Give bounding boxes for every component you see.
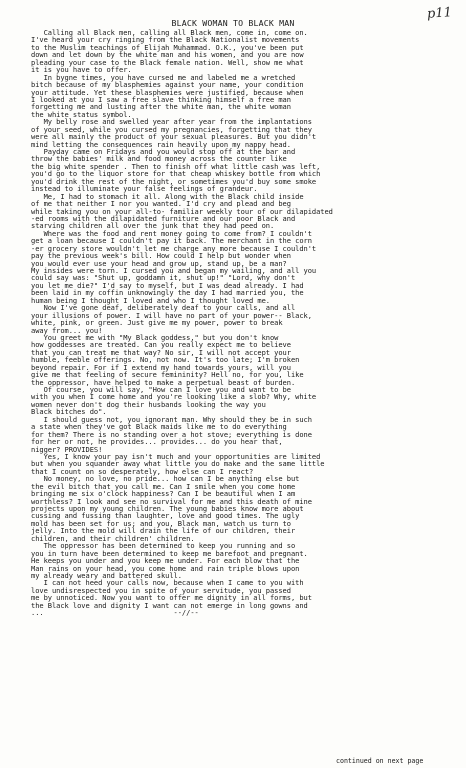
text-line: could say was: "Shut up, goddamn it, shut up!" "Lord, why don't — [31, 273, 296, 283]
text-line: projects upon my young children. The young babies know more about — [31, 504, 304, 513]
text-line: the Black love and dignity I want can not emerge in long gowns and — [31, 600, 308, 610]
text-line: Where was the food and rent money going to come from? I couldn't — [31, 228, 312, 238]
text-line: The oppressor has been determined to keep you running and so — [31, 541, 296, 551]
text-line: Payday came on Fridays and you would stop off at the bar and — [31, 147, 296, 156]
text-line: for her or not, he provides... provides... do you hear that, — [31, 437, 283, 447]
text-line: children, and their children' children. — [31, 533, 195, 543]
text-line: for them? There is no standing over a hot stove; everything is done — [31, 429, 312, 439]
text-line: Me, I had to stomach it all. Along with the Black child inside — [31, 191, 304, 201]
text-line: No money, no love, no pride... how can I be anything else but — [31, 474, 300, 484]
text-line: down and let down by the white man and his women, and you are now — [31, 50, 304, 60]
text-line: bitch because of my blasphemies against your name, your condition — [31, 80, 304, 90]
text-line: human being I thought I loved and who I thought loved me. — [31, 295, 270, 305]
text-line: that you can treat me that way? No sir, I will not accept your — [31, 347, 291, 357]
text-line: my already weary and battered skull. — [31, 570, 182, 580]
text-line: My insides were torn. I cursed you and began my wailing, and all you — [31, 266, 317, 275]
text-line: with you when I come home and you're looking like a slob? Why, white — [31, 392, 317, 402]
text-line: give me that feeling of secure femininity? Hell no, for you, like — [31, 370, 304, 380]
page-number: p11 — [426, 5, 453, 22]
text-line: pay the previous week's bill. How could I help but wonder when — [31, 251, 291, 261]
text-line: were all mainly the product of your sexual pleasures. But you didn't — [31, 132, 317, 142]
text-line: forgetting me and lusting after the white man, the white woman — [31, 102, 291, 112]
text-line: me by unnoticed. Now you want to offer me dignity in all forms, but — [31, 593, 312, 603]
text-line: He keeps you under and you keep me under. For each blow that the — [31, 556, 300, 566]
text-line: My belly rose and swelled year after year from the implantations — [31, 117, 312, 127]
text-line: instead to illuminate your false feelings of grandeur. — [31, 184, 258, 194]
text-line: the white status symbol. — [31, 109, 132, 119]
text-line: -er grocery store wouldn't let me charge any more because I couldn't — [31, 243, 317, 253]
text-line: ... --//-- — [31, 608, 199, 618]
text-line: mold has been set for us; and you, Black man, watch us turn to — [31, 518, 291, 528]
text-line: it is you have to offer. — [31, 65, 132, 75]
document-title: BLACK WOMAN TO BLACK MAN — [171, 18, 295, 28]
text-line: nigger? PROVIDES! — [31, 444, 103, 454]
text-line: to the Muslim teachings of Elijah Muhammad. O.K., you've been put — [31, 42, 304, 52]
text-line: -ed rooms with the dilapidated furniture and our poor Black and — [31, 213, 296, 223]
text-line: Yes, I know your pay isn't much and your opportunities are limited — [31, 451, 321, 461]
text-line: you in turn have been determined to keep me barefoot and pregnant. — [31, 548, 308, 558]
document-body — [31, 29, 451, 617]
text-line: Man rains on your head, you come home and rain triple blows upon — [31, 563, 300, 573]
text-line: Of course, you will say, "How can I love you and want to be — [31, 385, 291, 394]
continued-note: continued on next page — [336, 757, 424, 765]
text-line: your illusions of power. I will have no part of your power-- Black, — [31, 310, 312, 320]
text-line: I should guess not, you ignorant man. Why should they be in such — [31, 414, 312, 424]
text-line: of your seed, while you cursed my pregnancies, forgetting that they — [31, 124, 312, 134]
text-line: the oppressor, have helped to make a perpetual beast of burden. — [31, 377, 296, 387]
text-line: worthless? I look and see no survival for me and this death of mine — [31, 496, 312, 506]
text-line: get a loan because I couldn't pay it back. The merchant in the corn — [31, 236, 312, 246]
text-line: you'd go to the liquor store for that cheap whiskey bottle from which — [31, 169, 321, 179]
text-line: mind letting the consequences rain heavily upon my nappy head. — [31, 139, 291, 149]
text-line: bringing me six o'clock happiness? Can I be beautiful when I am — [31, 489, 296, 499]
text-line: Now I've gone deaf, deliberately deaf to your calls, and all — [31, 303, 296, 313]
text-line: how goddesses are treated. Can you really expect me to believe — [31, 340, 291, 350]
text-line: I've heard your cry ringing from the Black Nationalist movements — [31, 35, 300, 45]
text-line: Calling all Black men, calling all Black men, come in, come on. — [31, 28, 308, 37]
text-line: your attitude. Yet these blasphemies were justified, because when — [31, 87, 304, 97]
text-line: a state when they've got Black maids like me to do everything — [31, 422, 287, 432]
text-line: pleading your case to the Black female nation. Well, show me what — [31, 57, 304, 67]
text-line: you let me die?" I'd say to myself, but I was dead already. I had — [31, 280, 304, 290]
text-line: but when you squander away what little you do make and the same little — [31, 459, 325, 469]
text-line: Black bitches do". — [31, 407, 107, 417]
text-line: beyond repair. For if I extend my hand towards yours, will you — [31, 362, 291, 372]
text-line: I can not heed your calls now, because when I came to you with — [31, 578, 304, 588]
text-line: throw the babies' milk and food money across the counter like — [31, 154, 287, 164]
text-line: In bygne times, you have cursed me and labeled me a wretched — [31, 72, 296, 82]
text-line: starving children all over the junk that they had peed on. — [31, 221, 275, 231]
text-line: women never don't dog their husbands looking the way you — [31, 399, 266, 409]
text-line: humble, feeble offerings. No, not now. It's too late; I'm broken — [31, 355, 300, 365]
text-line: jelly. Into the mold will drain the life of our children, their — [31, 526, 296, 536]
text-line: been laid in my coffin unknowingly the day I had married you, the — [31, 288, 304, 298]
text-line: cussing and fussing than laughter, love and good times. The ugly — [31, 511, 300, 521]
text-line: You greet me with "My Black goddess," but you don't know — [31, 332, 279, 342]
text-line: you would ever use your head and grow up, stand up, be a man? — [31, 258, 287, 268]
text-line: I looked at you I saw a free slave thinking himself a free man — [31, 94, 291, 104]
text-line: away from... you! — [31, 325, 103, 335]
text-line: you'd drink the rest of the night, or sometimes you'd buy some smoke — [31, 176, 317, 186]
text-line: the evil bitch that you call me. Can I smile when you come home — [31, 481, 296, 491]
text-line: while taking you on your all-to- familiar weekly tour of our dilapidated — [31, 206, 333, 216]
text-line: white, pink, or green. Just give me my power, power to break — [31, 318, 283, 328]
text-line: of me that neither I nor you wanted. I'd cry and plead and beg — [31, 199, 291, 209]
text-line: love undisrespected you in spite of your servitude, you passed — [31, 585, 291, 595]
text-line: the big white spender . Then to finish off what little cash was left, — [31, 161, 321, 171]
text-line: that I count on so desperately, how else can I react? — [31, 466, 254, 476]
